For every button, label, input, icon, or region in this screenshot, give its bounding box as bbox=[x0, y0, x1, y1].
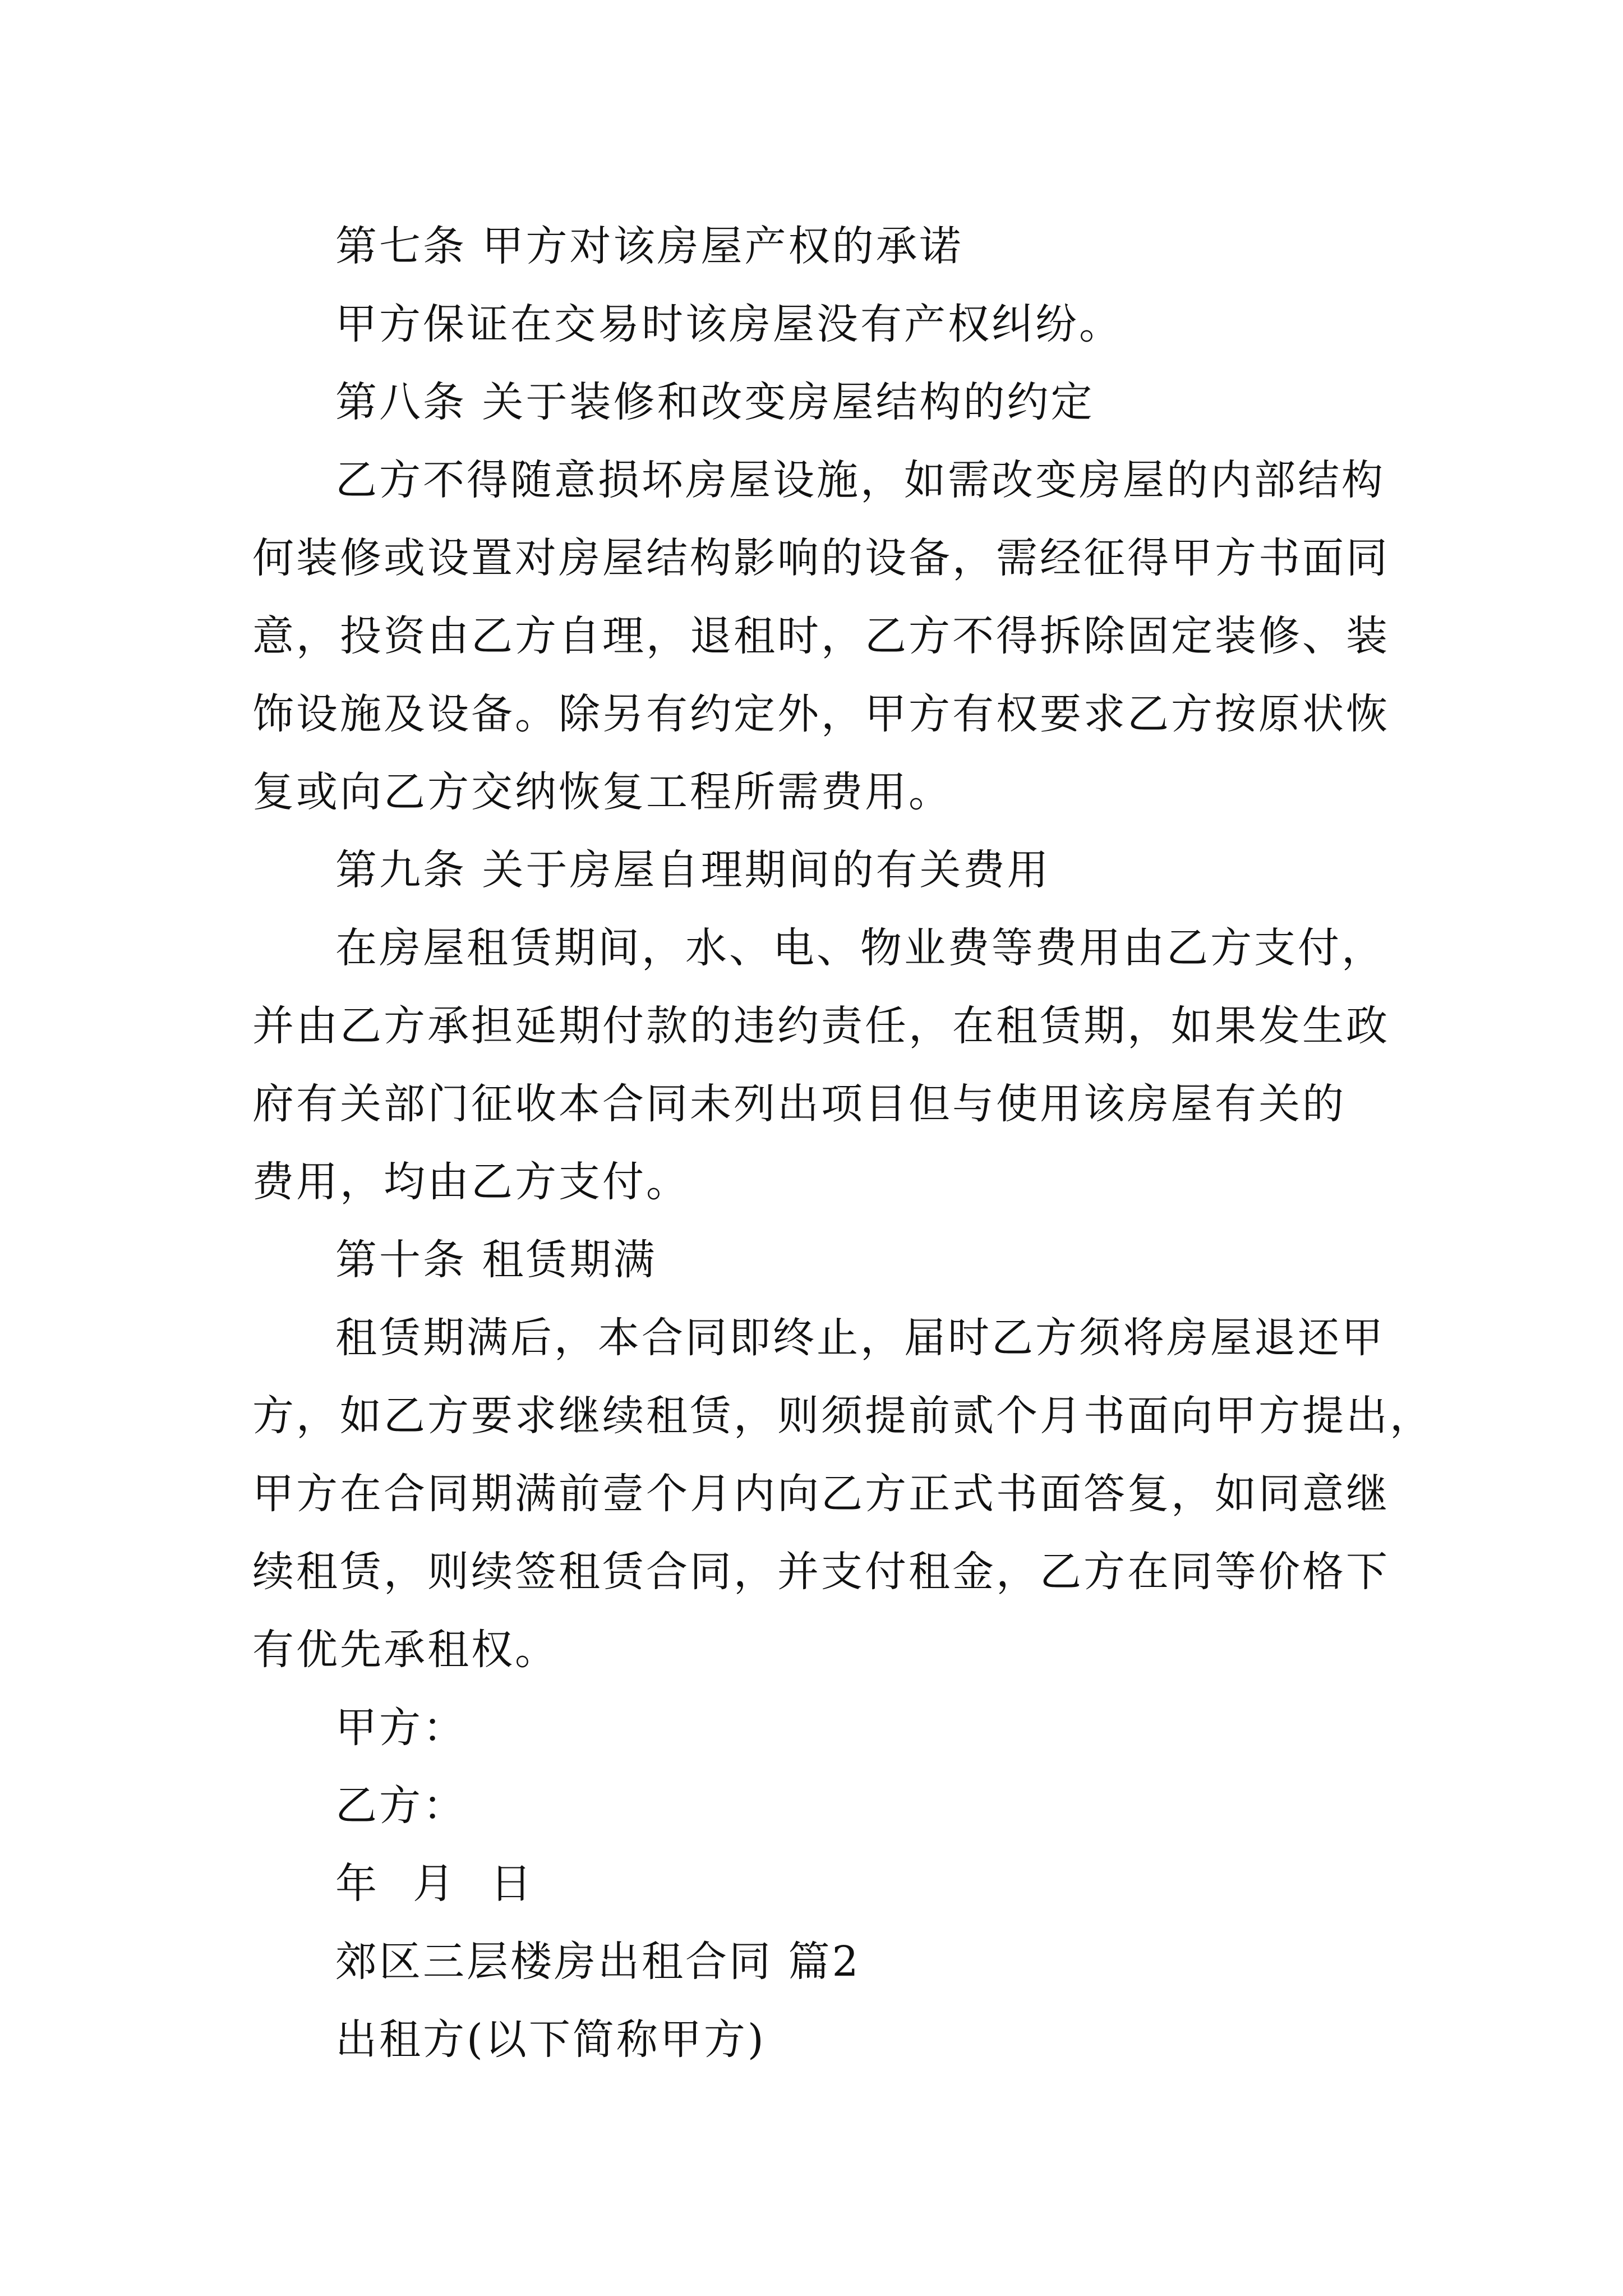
paragraph-line: 意，投资由乙方自理，退租时，乙方不得拆除固定装修、装 bbox=[252, 612, 1390, 660]
paragraph-line: 方，如乙方要求继续租赁，则须提前贰个月书面向甲方提出， bbox=[252, 1392, 1433, 1440]
article-8-heading: 第八条 关于装修和改变房屋结构的约定 bbox=[335, 378, 1095, 426]
paragraph-line: 租赁期满后，本合同即终止，届时乙方须将房屋退还甲 bbox=[335, 1314, 1385, 1362]
paragraph-line: 乙方不得随意损坏房屋设施，如需改变房屋的内部结构 bbox=[335, 456, 1385, 504]
contract-2-title: 郊区三层楼房出租合同 篇2 bbox=[335, 1938, 861, 1986]
lessor-line: 出租方(以下简称甲方) bbox=[335, 2016, 766, 2064]
date-line bbox=[252, 1845, 1396, 1923]
document-body bbox=[252, 208, 1433, 2079]
paragraph-line: 复或向乙方交纳恢复工程所需费用。 bbox=[252, 768, 952, 816]
paragraph-line: 何装修或设置对房屋结构影响的设备，需经征得甲方书面同 bbox=[252, 534, 1390, 582]
paragraph-line: 并由乙方承担延期付款的违约责任，在租赁期，如果发生政 bbox=[252, 1002, 1390, 1050]
date-day-label: 日 bbox=[490, 1860, 534, 1908]
paragraph-line: 费用，均由乙方支付。 bbox=[252, 1158, 690, 1206]
party-a-signature: 甲方： bbox=[335, 1704, 467, 1752]
paragraph-line: 续租赁，则续签租赁合同，并支付租金，乙方在同等价格下 bbox=[252, 1548, 1390, 1596]
date-year-label: 年 bbox=[335, 1860, 379, 1908]
date-month-label: 月 bbox=[413, 1860, 457, 1908]
paragraph-line: 在房屋租赁期间，水、电、物业费等费用由乙方支付， bbox=[335, 924, 1385, 972]
article-7-heading: 第七条 甲方对该房屋产权的承诺 bbox=[335, 222, 963, 270]
paragraph-line: 甲方保证在交易时该房屋没有产权纠纷。 bbox=[335, 300, 1123, 348]
paragraph-line: 饰设施及设备。除另有约定外，甲方有权要求乙方按原状恢 bbox=[252, 690, 1390, 738]
paragraph-line: 甲方在合同期满前壹个月内向乙方正式书面答复，如同意继 bbox=[252, 1470, 1390, 1518]
paragraph-line: 有优先承租权。 bbox=[252, 1626, 559, 1674]
party-b-signature: 乙方： bbox=[335, 1782, 467, 1830]
article-10-heading: 第十条 租赁期满 bbox=[335, 1236, 657, 1284]
paragraph-line: 府有关部门征收本合同未列出项目但与使用该房屋有关的 bbox=[252, 1080, 1346, 1128]
article-9-heading: 第九条 关于房屋自理期间的有关费用 bbox=[335, 846, 1051, 894]
